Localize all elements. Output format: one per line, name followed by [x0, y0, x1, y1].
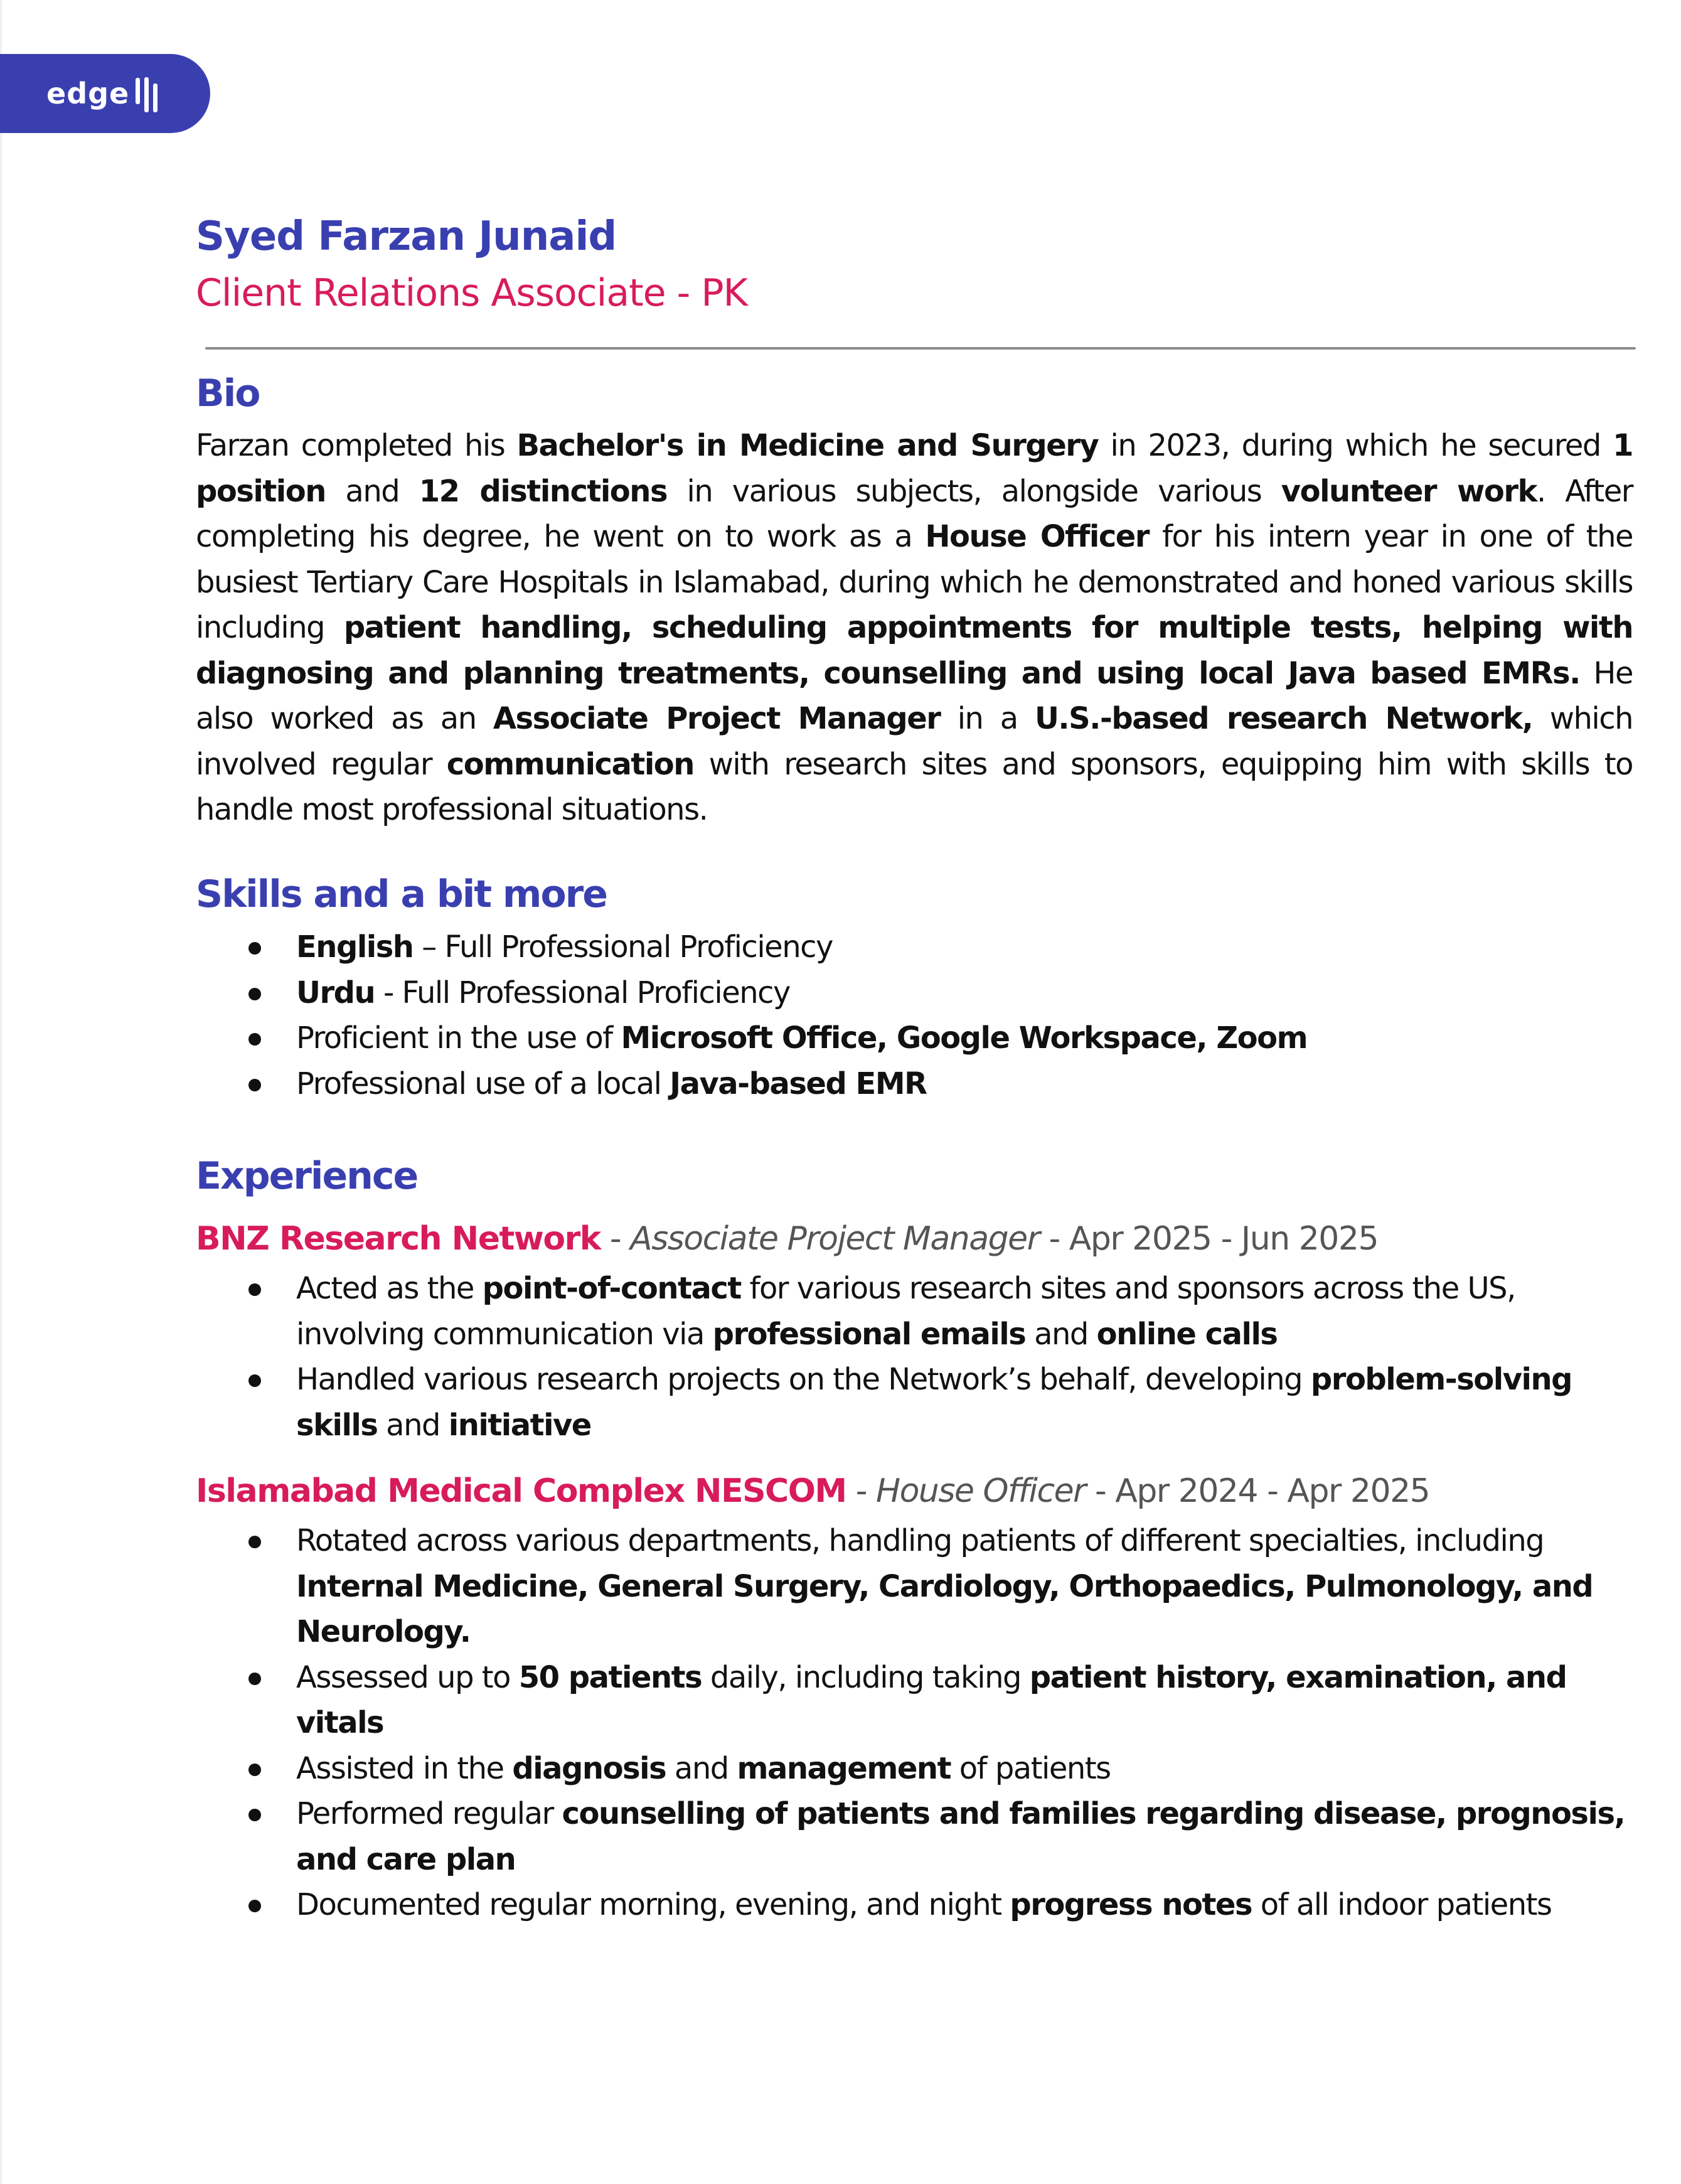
list-item — [196, 970, 1633, 1016]
job-separator: - — [1039, 1220, 1069, 1258]
list-item — [196, 1061, 1633, 1107]
text: Rotated across various departments, handling patients of different specialties, including — [296, 1523, 1544, 1558]
list-item — [196, 1266, 1633, 1357]
skills-list — [196, 924, 1633, 1106]
bold-text: 1 position — [196, 428, 1633, 509]
bold-text: patient history, examination, and vitals — [296, 1659, 1567, 1740]
bold-text: U.S.-based research Network, — [1034, 701, 1533, 736]
text: Handled various research projects on the Network’s behalf, developing — [296, 1362, 1311, 1397]
bold-text: Microsoft Office, Google Workspace, Zoom — [621, 1020, 1308, 1056]
bold-text: House Officer — [925, 519, 1150, 554]
text: with research sites and sponsors, equipping him with skills to handle most professional situations. — [196, 746, 1633, 827]
list-item — [196, 1746, 1633, 1792]
text: for various research sites and sponsors across the US, involving communication via — [296, 1271, 1515, 1352]
bold-text: English — [296, 929, 414, 965]
bold-text: counselling of patients and families regarding disease, prognosis, and care plan — [296, 1796, 1625, 1877]
header-divider — [205, 347, 1636, 350]
bars-icon — [136, 75, 162, 112]
list-item — [196, 1882, 1633, 1928]
text: and — [377, 1407, 449, 1443]
bold-text: online calls — [1096, 1316, 1278, 1352]
list-item — [196, 1655, 1633, 1746]
bold-text: professional emails — [712, 1316, 1026, 1352]
job-separator: - — [1085, 1472, 1116, 1510]
text: Farzan completed his — [196, 428, 517, 463]
bold-text: management — [737, 1750, 951, 1786]
experience-heading: Experience — [196, 1154, 418, 1198]
text: Documented regular morning, evening, and night — [296, 1887, 1010, 1922]
job-bullets — [196, 1518, 1633, 1928]
bold-text: Associate Project Manager — [493, 701, 941, 736]
job-header — [196, 1472, 1429, 1510]
job-dates: Apr 2025 - Jun 2025 — [1069, 1220, 1379, 1258]
list-item — [196, 924, 1633, 970]
text: of all indoor patients — [1252, 1887, 1552, 1922]
bullet-icon — [248, 1673, 261, 1685]
text: in a — [940, 701, 1035, 736]
bold-text: 50 patients — [518, 1659, 702, 1695]
candidate-name: Syed Farzan Junaid — [196, 213, 617, 260]
text: Assisted in the — [296, 1750, 513, 1786]
list-item — [196, 1015, 1633, 1061]
bold-text: point-of-contact — [482, 1271, 741, 1306]
bold-text: diagnosis — [512, 1750, 666, 1786]
job-org: Islamabad Medical Complex NESCOM — [196, 1472, 846, 1510]
text: Acted as the — [296, 1271, 483, 1306]
text: Professional use of a local — [296, 1066, 670, 1101]
text: in various subjects, alongside various — [667, 473, 1281, 509]
bullet-icon — [248, 1374, 261, 1387]
bullet-icon — [248, 1536, 261, 1548]
bullet-icon — [248, 1900, 261, 1912]
bold-text: communication — [446, 746, 694, 782]
bullet-icon — [248, 1764, 261, 1776]
job-org: BNZ Research Network — [196, 1220, 600, 1258]
text: He also worked as an — [196, 655, 1633, 736]
bullet-icon — [248, 988, 261, 1000]
bold-text: 12 distinctions — [419, 473, 668, 509]
text: . After completing his degree, he went on to work as a — [196, 473, 1633, 554]
text: for his intern year in one of the busiest Tertiary Care Hospitals in Islamabad, during which he demonstrated and honed various skills including — [196, 519, 1633, 645]
text: which involved regular — [196, 701, 1633, 782]
bullet-icon — [248, 1033, 261, 1046]
bio-paragraph — [196, 423, 1633, 833]
text: and — [325, 473, 419, 509]
text: – Full Professional Proficiency — [413, 929, 833, 965]
text: - Full Professional Proficiency — [375, 975, 790, 1010]
text: Assessed up to — [296, 1659, 519, 1695]
bullet-icon — [248, 1079, 261, 1091]
bold-text: initiative — [448, 1407, 591, 1443]
bold-text: problem-solving skills — [296, 1362, 1572, 1443]
text: Performed regular — [296, 1796, 562, 1831]
candidate-title: Client Relations Associate - PK — [196, 271, 747, 315]
bullet-icon — [248, 1809, 261, 1821]
logo-text: edge — [46, 77, 130, 110]
edge-logo-badge — [0, 54, 210, 133]
text: Proficient in the use of — [296, 1020, 621, 1056]
text: in 2023, during which he secured — [1098, 428, 1613, 463]
bullet-icon — [248, 1283, 261, 1296]
job-separator: - — [600, 1220, 631, 1258]
bold-text: Java-based EMR — [670, 1066, 927, 1101]
text: daily, including taking — [702, 1659, 1030, 1695]
job-header — [196, 1220, 1378, 1258]
job-bullets — [196, 1266, 1633, 1448]
text: and — [666, 1750, 737, 1786]
text: of patients — [951, 1750, 1111, 1786]
bio-heading: Bio — [196, 372, 260, 415]
bold-text: volunteer work — [1281, 473, 1537, 509]
bold-text: patient handling, scheduling appointments for multiple tests, helping with diagnosing and planning treatments, counselling and using local Java based EMRs. — [196, 610, 1633, 691]
list-item — [196, 1791, 1633, 1882]
job-separator: - — [846, 1472, 876, 1510]
skills-heading: Skills and a bit more — [196, 872, 607, 916]
job-dates: Apr 2024 - Apr 2025 — [1115, 1472, 1430, 1510]
bold-text: Urdu — [296, 975, 375, 1010]
bold-text: Internal Medicine, General Surgery, Cardiology, Orthopaedics, Pulmonology, and Neurology. — [296, 1568, 1593, 1649]
job-role: Associate Project Manager — [630, 1220, 1040, 1258]
text: and — [1025, 1316, 1097, 1352]
page-edge — [0, 0, 2, 2184]
list-item — [196, 1357, 1633, 1448]
bold-text: Bachelor's in Medicine and Surgery — [516, 428, 1099, 463]
bold-text: progress notes — [1010, 1887, 1252, 1922]
bullet-icon — [248, 942, 261, 955]
job-role: House Officer — [876, 1472, 1086, 1510]
list-item — [196, 1518, 1633, 1655]
